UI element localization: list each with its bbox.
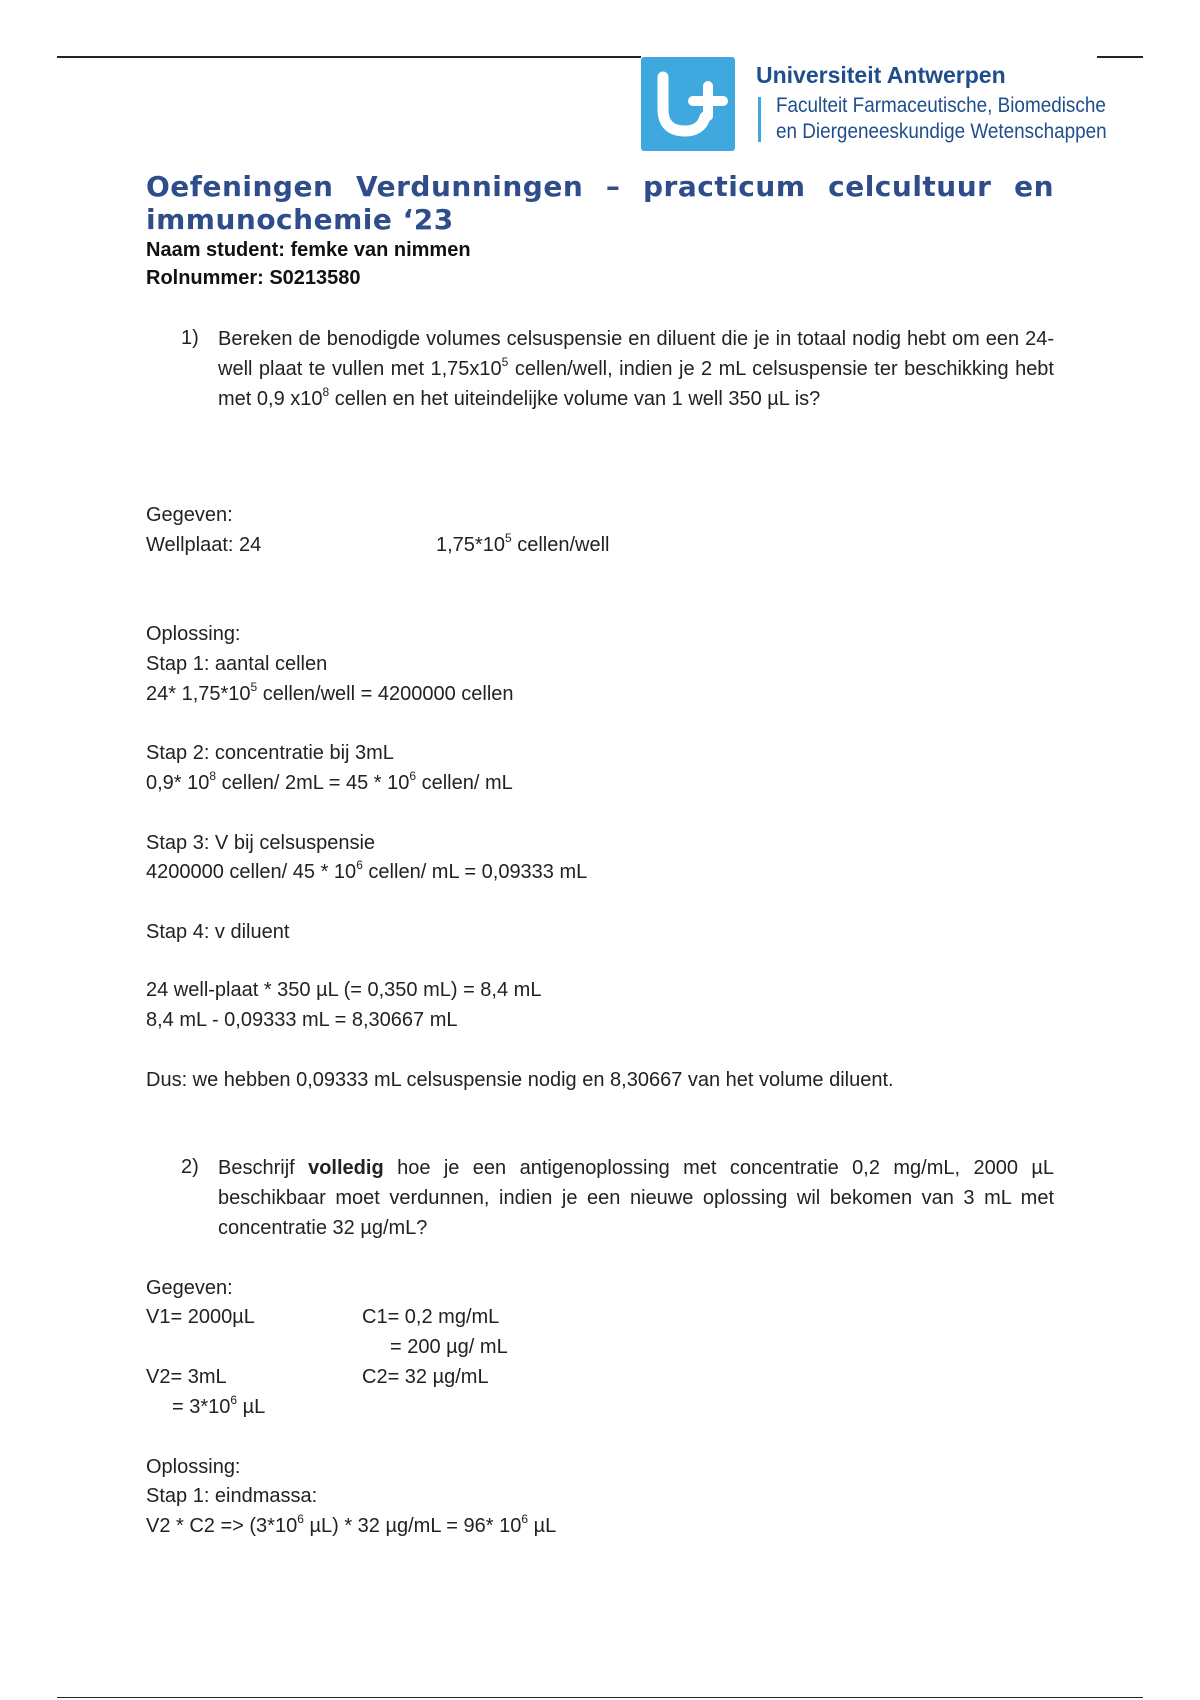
document-title	[146, 170, 1054, 236]
q1-s2-sup2: 6	[409, 769, 417, 783]
q1-s2-b: cellen/ 2mL = 45 * 10	[216, 772, 410, 794]
q1-s2-a: 0,9* 10	[146, 772, 210, 794]
q2-s1-sup1: 6	[297, 1512, 304, 1526]
q1-stap-4-calc-2: 8,4 mL - 0,09333 mL = 8,30667 mL	[146, 1009, 458, 1031]
q1-s2-sup1: 8	[209, 769, 217, 783]
q1-stap-2: Stap 2: concentratie bij 3mL	[146, 742, 394, 764]
question-2-text	[218, 1153, 1054, 1243]
q2-s1-sup2: 6	[521, 1512, 529, 1526]
q1-s3-a: 4200000 cellen/ 45 * 10	[146, 861, 357, 883]
q2-stap-1-calc	[146, 1512, 557, 1538]
q2-c1-conversion: = 200 µg/ mL	[390, 1336, 508, 1358]
q1-wellplaat: Wellplaat: 24	[146, 534, 262, 556]
q1-s2-c: cellen/ mL	[416, 772, 513, 794]
q2-s1-b: µL) * 32 µg/mL = 96* 10	[303, 1515, 522, 1537]
q2-v2c-sup: 6	[230, 1393, 238, 1407]
q2-stap-1: Stap 1: eindmassa:	[146, 1485, 318, 1507]
q2-oplossing-label: Oplossing:	[146, 1456, 241, 1478]
q1-cells-sup: 5	[504, 531, 512, 545]
q1-stap-4-calc-1: 24 well-plaat * 350 µL (= 0,350 mL) = 8,4 mL	[146, 979, 542, 1001]
q2-v2-conversion	[172, 1393, 266, 1419]
question-1-text	[218, 324, 1054, 414]
q2-text-a: Beschrijf	[218, 1157, 309, 1179]
q2-c1: C1= 0,2 mg/mL	[362, 1306, 500, 1328]
footer-rule	[57, 1697, 1143, 1698]
university-name: Universiteit Antwerpen	[756, 62, 1006, 88]
q1-stap-3: Stap 3: V bij celsuspensie	[146, 832, 376, 854]
title-line-1: Oefeningen Verdunningen – practicum celcultuur en	[146, 170, 1054, 203]
q2-c2: C2= 32 µg/mL	[362, 1366, 489, 1388]
q2-text-b: hoe je een antigenoplossing met concentratie 0,2 mg/mL, 2000 µL beschikbaar moet verdunnen, indien je een nieuwe oplossing wil bekomen van 3 mL met concentratie 32 µg/mL?	[218, 1157, 1054, 1239]
header-rule-left	[57, 56, 641, 58]
q2-v2c-b: µL	[237, 1396, 266, 1418]
q1-stap-1-calc	[146, 680, 514, 706]
q1-sup-1: 5	[501, 355, 509, 369]
q1-stap-3-calc	[146, 858, 588, 884]
q2-gegeven-label: Gegeven:	[146, 1277, 233, 1299]
q2-v2: V2= 3mL	[146, 1366, 227, 1388]
faculty-divider	[758, 97, 761, 142]
q2-v2c-a: = 3*10	[172, 1396, 231, 1418]
q1-cells-a: 1,75*10	[436, 534, 505, 556]
student-number: Rolnummer: S0213580	[146, 267, 361, 289]
q1-sup-2: 8	[322, 385, 330, 399]
q1-stap-4: Stap 4: v diluent	[146, 921, 290, 943]
header-rule-right	[1097, 56, 1143, 58]
student-name: Naam student: femke van nimmen	[146, 239, 471, 261]
q1-s3-b: cellen/ mL = 0,09333 mL	[362, 861, 588, 883]
q1-oplossing-label: Oplossing:	[146, 623, 241, 645]
q2-s1-c: µL	[528, 1515, 557, 1537]
q1-s3-sup: 6	[356, 858, 363, 872]
q1-cells-b: cellen/well	[511, 534, 610, 556]
q1-text-c: cellen en het uiteindelijke volume van 1 well 350 µL is?	[329, 388, 821, 410]
university-logo-icon	[641, 57, 735, 151]
question-2-number: 2)	[181, 1156, 199, 1178]
q1-text-b: cellen/well, indien je 2 mL celsuspensie ter beschikking hebt met 0,9 x10	[218, 358, 1054, 410]
faculty-name-line1: Faculteit Farmaceutische, Biomedische	[776, 94, 1106, 117]
q1-text-a: Bereken de benodigde volumes celsuspensie en diluent die je in totaal nodig hebt om een 24-well plaat te vullen met 1,75x10	[218, 328, 1054, 380]
q2-text-bold: volledig	[308, 1157, 384, 1179]
q1-stap-1: Stap 1: aantal cellen	[146, 653, 328, 675]
q1-s1-sup: 5	[250, 680, 258, 694]
q2-s1-a: V2 * C2 => (3*10	[146, 1515, 298, 1537]
faculty-name-line2: en Diergeneeskundige Wetenschappen	[776, 120, 1107, 143]
q1-stap-2-calc	[146, 769, 513, 795]
q2-v1: V1= 2000µL	[146, 1306, 255, 1328]
q1-s1-b: cellen/well = 4200000 cellen	[257, 683, 514, 705]
title-line-2: immunochemie ‘23	[146, 203, 454, 236]
q1-gegeven-label: Gegeven:	[146, 504, 233, 526]
q1-s1-a: 24* 1,75*10	[146, 683, 251, 705]
question-1-number: 1)	[181, 327, 199, 349]
university-logo	[641, 57, 735, 151]
q1-conclusion: Dus: we hebben 0,09333 mL celsuspensie nodig en 8,30667 van het volume diluent.	[146, 1069, 894, 1091]
q1-cells-per-well	[436, 531, 610, 557]
